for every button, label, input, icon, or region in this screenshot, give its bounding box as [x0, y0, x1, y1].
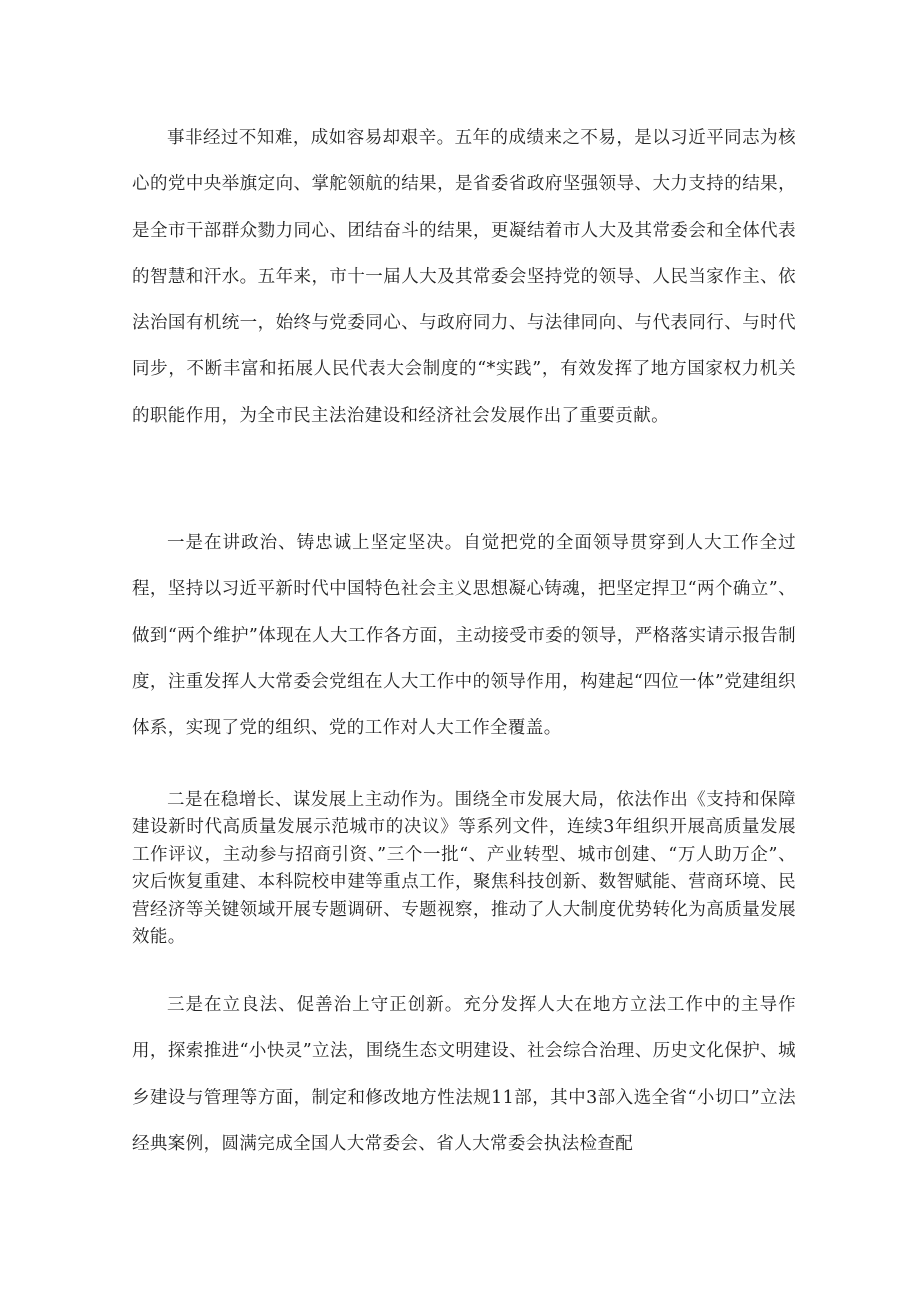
paragraph-point-two: 二是在稳增长、谋发展上主动作为。围绕全市发展大局，依法作出《支持和保障建设新时代高质量发展示范城市的决议》等系列文件，连续3年组织开展高质量发展工作评议，主动参与招商引资、”三个一批“、产业转型、城市创建、“万人助万企”、灾后恢复重建、本科院校申建等重点工作，聚焦科技创新、数智赋能、营商环境、民营经济等关键领域开展专题调研、专题视察，推动了人大制度优势转化为高质量发展效能。 [132, 790, 796, 948]
paragraph-point-one: 一是在讲政治、铸忠诚上坚定坚决。自觉把党的全面领导贯穿到人大工作全过程，坚持以习近平新时代中国特色社会主义思想凝心铸魂，把坚定捍卫“两个确立”、做到“两个维护”体现在人大工作各方面，主动接受市委的领导，严格落实请示报告制度，注重发挥人大常委会党组在人大工作中的领导作用，构建起“四位一体”党建组织体系，实现了党的组织、党的工作对人大工作全覆盖。 [132, 533, 796, 739]
paragraph-point-three: 三是在立良法、促善治上守正创新。充分发挥人大在地方立法工作中的主导作用，探索推进“小快灵”立法，围绕生态文明建设、社会综合治理、历史文化保护、城乡建设与管理等方面，制定和修改地方性法规11部，其中3部入选全省“小切口”立法经典案例，圆满完成全国人大常委会、省人大常委会执法检查配 [132, 995, 796, 1154]
paragraph-intro: 事非经过不知难，成如容易却艰辛。五年的成绩来之不易，是以习近平同志为核心的党中央举旗定向、掌舵领航的结果，是省委省政府坚强领导、大力支持的结果，是全市干部群众勠力同心、团结奋斗的结果，更凝结着市人大及其常委会和全体代表的智慧和汗水。五年来，市十一届人大及其常委会坚持党的领导、人民当家作主、依法治国有机统一，始终与党委同心、与政府同力、与法律同向、与代表同行、与时代同步，不断丰富和拓展人民代表大会制度的“*实践”，有效发挥了地方国家权力机关的职能作用，为全市民主法治建设和经济社会发展作出了重要贡献。 [132, 128, 796, 426]
